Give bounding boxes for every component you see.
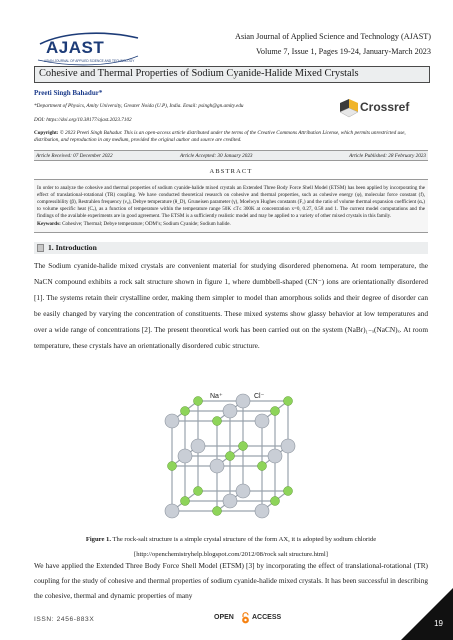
open-lock-icon [241, 612, 250, 624]
abstract-box [34, 179, 428, 233]
article-title: Cohesive and Thermal Properties of Sodium Cyanide-Halide Mixed Crystals [39, 68, 359, 79]
copyright-text: © 2023 Preeti Singh Bahadur. This is an open-access article distributed under the terms of the Creative Commons Attribution License, which permits unrestricted use, distribution, and reproduction in any medium, provided the original author and source are credited. [34, 130, 406, 143]
date-accepted: Article Accepted: 30 January 2023 [180, 153, 253, 159]
crossref-label: Crossref [360, 100, 410, 114]
section-marker-icon [37, 244, 44, 252]
figure-caption-label: Figure 1. [85, 536, 111, 543]
intro-paragraph-1: The Sodium cyanide-halide mixed crystals are convenient material for studying disordered phenomena. At room temperature, the NaCN compound exhibits a rock salt structure shown in figure 1, where dumbbell-shaped (CN⁻) ions are orientationally disordered [1]. The systems retain their crystalline order, making them simpler to model than amorphous solids and their degree of disorder can be easily changed by varying the concentration of constituents. These mixed systems show glassy behavior at low temperatures and over a wide range of concentrations [2]. The present theoretical work has been carried out on the system (NaBr)₁₋ₓ(NaCN)ₓ. At room temperature, these crystals have an orientationally disordered cubic structure. [34, 261, 428, 350]
page-corner-tab [401, 588, 453, 640]
author-name[interactable]: Preeti Singh Bahadur* [34, 89, 103, 97]
crossref-badge[interactable] [338, 97, 422, 121]
section-heading-introduction [34, 242, 428, 254]
figure-label-na: Na⁺ [210, 393, 223, 400]
copyright-notice [34, 130, 428, 144]
access-label: ACCESS [252, 614, 282, 621]
author-affiliation: *Department of Physics, Amity University, Greater Noida (U.P), India. Email: psingh@gn.amity.edu [34, 103, 244, 109]
crossref-icon [338, 97, 360, 119]
doi-link[interactable]: DOI: https://doi.org/10.38177/ajast.2023.7102 [34, 117, 132, 123]
page-number: 19 [434, 619, 443, 628]
rock-salt-structure-figure [150, 391, 310, 521]
journal-logo [34, 30, 144, 70]
intro-paragraph-2: We have applied the Extended Three Body Force Shell Model (ETSM) [3] by incorporating the effect of translational-rotational (TR) coupling for the study of cohesive and thermal properties of sodium cyanide-halide mixed crystals. It has been successful in describing the cohesive, thermal and dynamic properties of many [34, 561, 428, 600]
open-access-badge [214, 612, 298, 626]
keywords-line [37, 221, 425, 227]
logo-subtitle: ASIAN JOURNAL OF APPLIED SCIENCE AND TECHNOLOGY [44, 59, 135, 63]
copyright-label: Copyright: [34, 130, 59, 136]
date-received: Article Received: 07 December 2022 [36, 153, 113, 159]
article-title-bar [34, 66, 430, 83]
logo-text: AJAST [46, 38, 105, 57]
figure-caption-text: The rock-salt structure is a simple crystal structure of the form AX, it is adopted by sodium chloride [112, 536, 377, 543]
journal-volume: Volume 7, Issue 1, Pages 19-24, January-March 2023 [256, 47, 431, 56]
open-label: OPEN [214, 614, 234, 621]
figure-source-link[interactable]: [http://openchemistryhelp.blogspot.com/2012/08/rock salt structure.html] [134, 551, 328, 558]
article-dates [34, 150, 428, 161]
keywords-label: Keywords: [37, 221, 61, 228]
journal-name: Asian Journal of Applied Science and Technology (AJAST) [235, 32, 431, 41]
abstract-text: In order to analyze the cohesive and thermal properties of sodium cyanide-halide mixed crystals an Extended Three Body Force Shell Model (ETSM) has been applied by incorporating the effect of translational-rotational (TR) coupling. We have conducted theoretical research on cohesive and thermal properties, such as cohesive energy (φ), molecular force constant (f), compressibility (β), Restrahlen frequency (ν₀), Debye temperature (θ_D), Gruneisen parameter (γ), Moelwyn Hughes constants (F₁) and the ratio of volume thermal expansion coefficient (αᵥ) to volume specific heat (Cᵥ), as a function of temperature within the temperature range 50K ≤T≤ 300K at concentration x=0, 0.27, 0.58 and 1. The current model computations and the findings of the available experiments are in good agreement. The ETSM is a sufficiently realistic model and may be applied to a variety of other mixed crystals in this family. [37, 185, 425, 220]
figure-label-cl: Cl⁻ [254, 393, 265, 400]
section-title: 1. Introduction [48, 243, 97, 252]
keywords-text: Cohesive; Thermal; Debye temperature; ODM’s; Sodium Cyanide; Sodium halide. [62, 221, 231, 228]
abstract-heading: ABSTRACT [209, 168, 253, 175]
issn-label: ISSN: 2456-883X [34, 616, 95, 623]
date-published: Article Published: 28 February 2023 [349, 153, 426, 159]
